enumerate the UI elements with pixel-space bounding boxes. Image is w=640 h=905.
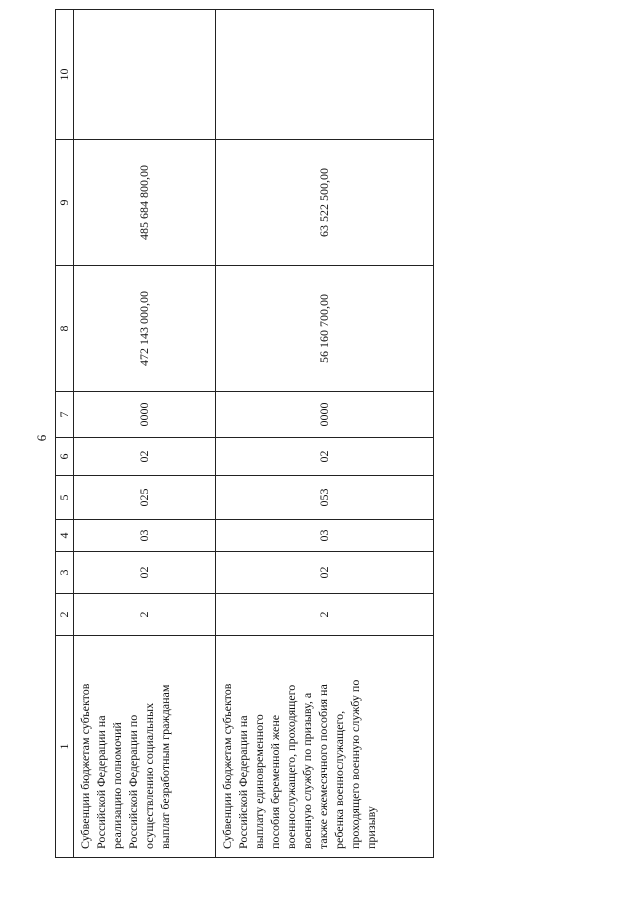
header-cell-4: 4 [56, 520, 74, 552]
row-cell-3: 02 [216, 552, 434, 594]
row-amount-9: 63 522 500,00 [216, 140, 434, 266]
header-cell-8: 8 [56, 266, 74, 392]
table-row [216, 10, 434, 858]
row-amount-10 [216, 10, 434, 140]
row-amount-8: 56 160 700,00 [216, 266, 434, 392]
row-cell-5: 053 [216, 476, 434, 520]
header-cell-10: 10 [56, 10, 74, 140]
row-amount-9: 485 684 800,00 [74, 140, 216, 266]
header-cell-2: 2 [56, 594, 74, 636]
header-cell-3: 3 [56, 552, 74, 594]
row-description: Субвенции бюджетам субъектов Российской Федерации на реализацию полномочий Российской Федерации по осуществлению социальных выплат безработным гражданам [74, 636, 216, 858]
rotated-table-container [55, 10, 433, 858]
row-cell-4: 03 [74, 520, 216, 552]
header-cell-5: 5 [56, 476, 74, 520]
header-row [56, 10, 74, 858]
row-cell-5: 025 [74, 476, 216, 520]
row-cell-2: 2 [74, 594, 216, 636]
row-cell-3: 02 [74, 552, 216, 594]
row-cell-6: 02 [74, 438, 216, 476]
page-number: 6 [34, 434, 49, 442]
row-description: Субвенции бюджетам субъектов Российской Федерации на выплату единовременного пособия беременной жене военнослужащего, проходящего военную службу по призыву, а также ежемесячного пособия на ребенка военнослужащего, проходящего военную службу по призыву [216, 636, 434, 858]
header-cell-7: 7 [56, 392, 74, 438]
row-amount-8: 472 143 000,00 [74, 266, 216, 392]
row-amount-10 [74, 10, 216, 140]
row-cell-6: 02 [216, 438, 434, 476]
header-cell-6: 6 [56, 438, 74, 476]
row-cell-4: 03 [216, 520, 434, 552]
table-row [74, 10, 216, 858]
budget-table [55, 9, 434, 858]
header-cell-1: 1 [56, 636, 74, 858]
row-cell-7: 0000 [74, 392, 216, 438]
header-cell-9: 9 [56, 140, 74, 266]
row-cell-7: 0000 [216, 392, 434, 438]
row-cell-2: 2 [216, 594, 434, 636]
